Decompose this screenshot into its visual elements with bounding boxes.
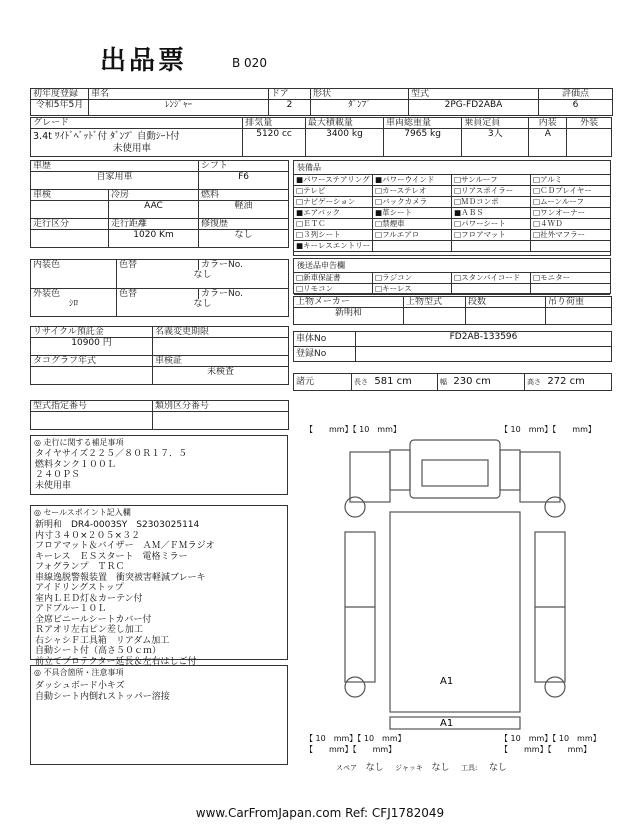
interior-label: 内装 (529, 118, 567, 129)
dimensions-table (293, 373, 612, 391)
repair-label: 修復歴 (199, 219, 289, 230)
door-right (500, 450, 520, 490)
width: 230 (453, 376, 473, 387)
after-items-grid (294, 273, 610, 295)
ac-label: 冷房 (109, 190, 199, 201)
displacement-label: 排気量 (243, 118, 306, 129)
defects-box: ◎ 不具合箇所・注意事項 ダッシュボード小キズ 自動シート内倒れストッパー溶接 (30, 665, 288, 765)
equipment-item (531, 241, 610, 252)
equipment-item: □カーステレオ (373, 186, 452, 197)
equipment-item: ■パワーステアリング (294, 175, 373, 186)
grade: 3.4t ﾜｲﾄﾞﾍﾞｯﾄﾞ付 ﾀﾞﾝﾌﾟ 自動ｼｰﾄ付 (33, 130, 180, 142)
first-reg: 令和5年5月 (31, 100, 89, 116)
length-label: 長さ (354, 378, 368, 386)
first-reg-label: 初年度登録 (31, 89, 89, 100)
after-items-header: 後送品申告欄 (294, 259, 610, 273)
capacity: 3人 (462, 129, 529, 157)
dimensions-label: 諸元 (294, 374, 352, 391)
sales-points: 新明和 DR4-0003SY S2303025114 内寸３４０×２０５×３２ フロアマット＆バイザー ＡＭ／ＦＭラジオ キーレス ＥＳスタート 電格ミラー フォグランプ ＴＲＣ 車線逸脱警報装置 衝突被害軽減ブレーキ アイドリングストップ 室内ＬＥＤ灯＆カーテン付 アドブルー１０Ｌ 全席ビニールシートカバー付 Ｒアオリ左右ピン差し加工 右シャシＦ工具箱 リアダム加工 自動シート付（高さ５０ｃｍ） 前立てプロテクター延長＆左右はしご付 (35, 520, 215, 667)
equipment-item: ■エアバック (294, 208, 373, 219)
door-left (390, 450, 410, 490)
name-change-label: 名義変更期限 (153, 327, 289, 338)
body-maker: 新明和 (294, 308, 404, 325)
recycle-fee: 10900 円 (31, 338, 153, 356)
interior-color-change-label: 色替 (117, 260, 199, 271)
accessories-row (336, 760, 507, 773)
after-items-box (293, 258, 611, 294)
chassis-table (293, 331, 612, 362)
exterior-grade (567, 129, 612, 157)
equipment-item: ■パワーウインド (373, 175, 452, 186)
registration-label: 登録No (294, 347, 356, 362)
exterior-color-change: なし (117, 299, 289, 317)
displacement: 5120 cc (243, 129, 306, 157)
after-item-item (531, 284, 610, 295)
body-table (293, 296, 612, 325)
chassis-label: 車体No (294, 332, 356, 347)
inspection-label: 車検 (31, 190, 109, 201)
equipment-item: □フロアマット (452, 230, 531, 241)
run-notes-header: 走行に関する補足事項 (43, 438, 124, 447)
tool: なし (488, 763, 507, 773)
exterior-color-change-label: 色替 (117, 288, 199, 299)
footer-ref: www.CarFromJapan.com Ref: CFJ1782049 (195, 806, 445, 820)
equipment-item: □ワンオーナー (531, 208, 610, 219)
distance-label: 走行距離 (109, 219, 199, 230)
width-unit: cm (475, 376, 491, 387)
equipment-header: 装備品 (294, 161, 610, 175)
certificate-label: 車検証 (153, 356, 289, 367)
equipment-item: □フルエアロ (373, 230, 452, 241)
rear-gate (390, 717, 520, 729)
equipment-item (373, 241, 452, 252)
vehicle-info-table (30, 160, 289, 248)
equipment-item: □社外マフラー (531, 230, 610, 241)
shape-label: 形状 (311, 89, 409, 100)
equipment-grid (294, 175, 610, 252)
body-maker-label: 上物メーカー (294, 297, 404, 308)
equipment-item: □禁煙車 (373, 219, 452, 230)
car-name-label: 車名 (89, 89, 269, 100)
equipment-item: □ＥＴＣ (294, 219, 373, 230)
door-label: ドア (269, 89, 311, 100)
fuel: 軽油 (199, 201, 289, 219)
history: 自家用車 (31, 172, 199, 190)
body-shape: ﾀﾞﾝﾌﾟ (311, 100, 409, 116)
tire-front-right: 【 10 mm】【 mm】 (500, 425, 596, 434)
equipment-item: □ＣＤプレイヤー (531, 186, 610, 197)
score-label: 評価点 (539, 89, 613, 100)
equipment-item: □３列シート (294, 230, 373, 241)
spare-label: スペア (336, 764, 357, 772)
cab-top (410, 440, 500, 498)
rear-left-wheel (345, 677, 365, 697)
exterior-color-no-label: カラーNo. (199, 288, 289, 299)
exterior-color: ｼﾛ (31, 299, 117, 317)
interior-color: なし (117, 270, 289, 288)
equipment-item (452, 241, 531, 252)
defects-header: 不具合箇所・注意事項 (43, 668, 124, 677)
windshield (422, 460, 488, 486)
after-item-item (452, 284, 531, 295)
car-name: ﾚﾝｼﾞｬｰ (89, 100, 269, 116)
color-table (30, 259, 289, 317)
interior-color-no-label: カラーNo. (199, 260, 289, 271)
class-number-label: 類別区分番号 (153, 401, 289, 412)
lot-number: B 020 (232, 56, 267, 70)
grade-note: 未使用車 (113, 142, 152, 154)
exterior-label: 外装 (567, 118, 612, 129)
history-label: 車歴 (31, 161, 199, 172)
recycle-table (30, 326, 289, 385)
shift: F6 (199, 172, 289, 190)
hang-load-label: 吊り荷重 (546, 297, 612, 308)
repair: なし (199, 230, 289, 248)
max-load: 3400 kg (305, 129, 383, 157)
side-right-cab (520, 452, 560, 502)
equipment-item: □ＭＤコンポ (452, 197, 531, 208)
ac: AAC (109, 201, 199, 219)
after-item-item: □リモコン (294, 284, 373, 295)
equipment-item: ■ＡＢＳ (452, 208, 531, 219)
width-label: 幅 (440, 378, 447, 386)
after-item-item: □モニター (531, 273, 610, 284)
length: 581 (374, 376, 394, 387)
shift-label: シフト (199, 161, 289, 172)
max-load-label: 最大積載量 (305, 118, 383, 129)
mileage-class-label: 走行区分 (31, 219, 109, 230)
equipment-item: □アルミ (531, 175, 610, 186)
height-label: 高さ (527, 378, 541, 386)
rear-right-wheel (545, 677, 565, 697)
length-unit: cm (396, 376, 412, 387)
spare: なし (365, 763, 384, 773)
sales-points-box: ◎ セールスポイント記入欄 新明和 DR4-0003SY S2303025114 内寸３４０×２０５×３２ フロアマット＆バイザー ＡＭ／ＦＭラジオ キーレス ＥＳスタート 電格ミラー フォグランプ ＴＲＣ 車線逸脱警報装置 衝突被害軽減ブレーキ アイドリングストップ 室内ＬＥＤ灯＆カーテン付 アドブルー１０Ｌ 全席ビニールシートカバー付 Ｒアオリ左右ピン差し加工 右シャシＦ工具箱 リアダム加工 自動シート付（高さ５０ｃｍ） 前立てプロテクター延長＆左右はしご付 (30, 505, 288, 660)
equipment-item: □ナビゲーション (294, 197, 373, 208)
side-left-cab (350, 452, 390, 502)
damage-mark-gate: A1 (440, 718, 454, 729)
distance: 1020 Km (109, 230, 199, 248)
front-right-wheel (545, 497, 565, 517)
equipment-item: □リアスポイラー (452, 186, 531, 197)
front-left-wheel (345, 497, 365, 517)
tire-rear-left: 【 10 mm】【 10 mm】 【 mm】【 mm】 (305, 734, 406, 754)
exterior-color-label: 外装色 (31, 288, 117, 299)
tool-label: 工具: (461, 764, 478, 772)
recycle-label: リサイクル預託金 (31, 327, 153, 338)
sheet-title: 出品票 (100, 46, 188, 76)
model-label: 型式 (409, 89, 539, 100)
score: 6 (539, 100, 613, 116)
gross-weight: 7965 kg (384, 129, 462, 157)
chassis-number: FD2AB-133596 (356, 332, 612, 347)
grade-label: グレード (31, 118, 243, 129)
run-notes: タイヤサイズ２２５／８０Ｒ１７．５ 燃料タンク１００Ｌ ２４０ＰＳ 未使用車 (35, 449, 188, 491)
gross-weight-label: 車両総重量 (384, 118, 462, 129)
equipment-box (293, 160, 611, 256)
type-number-label: 型式指定番号 (31, 401, 153, 412)
sales-points-header: セールスポイント記入欄 (43, 508, 131, 517)
equipment-item: □ムーンルーフ (531, 197, 610, 208)
after-item-item: □スタンバイコード (452, 273, 531, 284)
fuel-label: 燃料 (199, 190, 289, 201)
certificate-status: 未検査 (153, 367, 289, 385)
model-code: 2PG-FD2ABA (409, 100, 539, 116)
doors: 2 (269, 100, 311, 116)
run-notes-box: ◎ 走行に関する補足事項 タイヤサイズ２２５／８０Ｒ１７．５ 燃料タンク１００Ｌ ２４０ＰＳ 未使用車 (30, 435, 288, 495)
interior-grade: A (529, 129, 567, 157)
spec-table (30, 117, 612, 157)
equipment-item: ■革シート (373, 208, 452, 219)
equipment-item: □パワーシート (452, 219, 531, 230)
after-item-item: □キーレス (373, 284, 452, 295)
steps-label: 段数 (466, 297, 546, 308)
tire-rear-right: 【 10 mm】【 10 mm】 【 mm】【 mm】 (500, 734, 601, 754)
interior-color-label: 内装色 (31, 260, 117, 271)
equipment-item: ■キーレスエントリー (294, 241, 373, 252)
after-item-item: □ラジコン (373, 273, 452, 284)
jack-label: ジャッキ (395, 764, 423, 772)
body-model-label: 上物型式 (404, 297, 466, 308)
equipment-item: □バックカメラ (373, 197, 452, 208)
defects: ダッシュボード小キズ 自動シート内倒れストッパー溶接 (35, 681, 170, 702)
equipment-item: □サンルーフ (452, 175, 531, 186)
truck-diagram (330, 432, 580, 752)
height-unit: cm (569, 376, 585, 387)
after-item-item: □新車保証書 (294, 273, 373, 284)
equipment-item: □４ＷＤ (531, 219, 610, 230)
type-number-table (30, 400, 289, 430)
height: 272 (547, 376, 567, 387)
capacity-label: 乗員定員 (462, 118, 529, 129)
tire-front-left: 【 mm】【 10 mm】 (305, 425, 401, 434)
damage-mark-bed: A1 (440, 676, 454, 687)
header-table (30, 88, 613, 116)
cargo-bed (390, 512, 520, 712)
tacho-label: タコグラフ年式 (31, 356, 153, 367)
jack: なし (431, 763, 450, 773)
equipment-item: □テレビ (294, 186, 373, 197)
